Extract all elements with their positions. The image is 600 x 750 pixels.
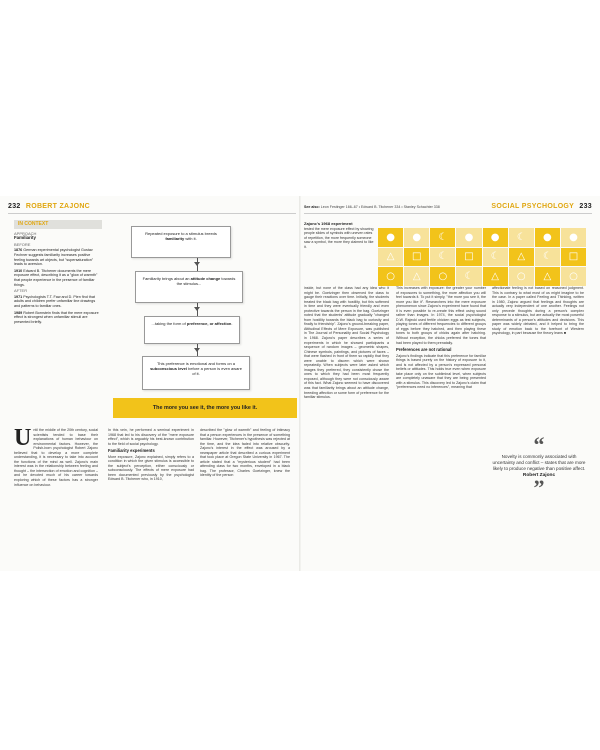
- in-context-title: IN CONTEXT: [14, 220, 102, 229]
- grid-cell: □: [404, 248, 429, 267]
- body-column-5: This increases with exposure: the greater your number of exposures to something, the more affection you will feel towards it. To put it simply, "the more you see it, the more you like it". Researchers into the mere exposure phenomenon since Zajonc's experiment have found that it is even possible to re-create this effect using sound rather than images. In 1974, the social psychologist D.W. Rajecki used fertile chicken eggs as test subjects, playing tones of different frequencies to different groups of eggs before they hatched, and then playing these tones to both groups of chicks again after hatching. Without exception, the chicks preferred the tones that had been played to them prenatally. Preferences are not rational Zajonc's findings indicate that this preference for familiar things is based purely on the history of exposure to it, and is not affected by a person's expressed personal beliefs or attitudes. This holds true even when exposure take place only on the subliminal level, when subjects are completely unaware that they are being presented with a stimulus. This discovery led to Zajonc's claim that "preferences need no inferences", meaning that: [396, 286, 486, 390]
- approach-value: Familiarity: [14, 235, 36, 241]
- page-gutter: [299, 196, 301, 571]
- grid-cell: ☾: [430, 228, 455, 247]
- body-column-2: In this vein, he performed a seminal experiment in 1968 that led to his discovery of the "mere exposure effect", which is arguably his best-known contribution to the field of social psychology. Familiarity experiments More exposure, Zajonc explained, simply refers to a condition in which the given stimulus is accessible to the subject's perception, either consciously or subconsciously. The effects of mere exposure had been documented previously by the psychologist Edward B. Titchener who, in 1910,: [108, 428, 194, 482]
- grid-cell: △: [483, 267, 508, 286]
- grid-cell: ☾: [430, 248, 455, 267]
- open-quote-icon: “: [533, 432, 545, 457]
- approach-label: APPROACH: [14, 230, 37, 236]
- grid-cell: ●: [561, 228, 586, 247]
- see-also: [304, 205, 440, 209]
- flow-arrow-3: [194, 348, 200, 352]
- body-column-3: described the "glow of warmth" and feeling of intimacy that a person experiences in the presence of something familiar. However, Titchener's hypothesis was rejected at the time, and the idea faded into relative obscurity. Zajonc's interest in the effect was aroused by a newspaper article that described a curious experiment that took place at Oregon State University in 1967. The article stated that a "mysterious student" had been attending class for two months, enveloped in a black bag. The professor, Charles Goetzinger, knew the identity of the person: [200, 428, 290, 478]
- right-page-number: 233: [579, 203, 592, 210]
- grid-cell: □: [456, 248, 481, 267]
- before-label: BEFORE: [14, 241, 31, 247]
- right-header-title: SOCIAL PSYCHOLOGY: [491, 203, 575, 210]
- grid-cell: △: [509, 248, 534, 267]
- grid-cell: ○: [561, 267, 586, 286]
- left-running-header: [8, 203, 90, 210]
- after-1989: 1989 Robert Bornstein finds that the mere exposure effect is strongest when unfamiliar stimuli are presented briefly.: [14, 310, 99, 324]
- grid-cell: ●: [378, 228, 403, 247]
- quote-author: Robert Zajonc: [522, 473, 556, 479]
- body-column-4: inside, but none of the class had any idea who it might be. Goetzinger then observed the class to gauge their reactions over time. Initially, the students treated the black bag with hostility, but this softened in time and they were eventually friendly and even protective towards the person in the bag. Goetzinger noted that the students' attitude gradually "changed from hostility towards the black bag to curiosity and finally to friendship". Zajonc's ground-breaking paper, Attitudinal Effects of Mere Exposure, was published in The Journal of Personality and Social Psychology in 1968. Zajonc's paper describes a series of experiments in which he showed participants a sequence of random images – geometric shapes, Chinese symbols, paintings, and pictures of faces – that were flashed in front of them so rapidly that they were unable to discern which were shown repeatedly. When subjects were later asked which images they preferred, they consistently chose the ones to which they had been most frequently exposed, although they were not consciously aware of this fact. What Zajonc seemed to have discovered was that familiarity brings about an attitude change, breeding affection or some form of preference for the familiar stimulus.: [304, 286, 389, 400]
- grid-cell: ☾: [509, 228, 534, 247]
- before-1910: 1910 Edward B. Titchener documents the mere exposure effect, describing it as a "glow of warmth" that people experience in the presence of familiar things.: [14, 268, 98, 287]
- summary-banner: The more you see it, the more you like it.: [113, 398, 297, 418]
- figure-caption: [304, 222, 374, 280]
- left-header-title: ROBERT ZAJONC: [25, 203, 91, 210]
- subheading-preferences: Preferences are not rational: [396, 347, 452, 353]
- after-label: AFTER: [14, 288, 28, 294]
- drop-cap: U: [14, 425, 32, 451]
- grid-cell: △: [404, 267, 429, 286]
- grid-cell: ●: [456, 228, 481, 247]
- see-also-label: See also:: [304, 205, 320, 209]
- grid-cell: ☾: [456, 267, 481, 286]
- grid-cell: ●: [483, 228, 508, 247]
- header-rule-right: [304, 213, 592, 214]
- quote-text: Novelty is commonly associated with uncertainty and conflict – states that are more likely to produce negative than positive affect.: [492, 454, 586, 471]
- grid-cell: ○: [378, 267, 403, 286]
- symbol-grid-figure: [378, 228, 586, 286]
- grid-cell: △: [535, 267, 560, 286]
- see-also-text: Leon Festinger 166–67 • Edward B. Titchener 334 • Stanley Schachter 338: [320, 205, 440, 209]
- grid-cell: ☾: [535, 248, 560, 267]
- left-page-number: 232: [8, 203, 21, 210]
- pull-quote: [492, 432, 586, 556]
- grid-cell: ☾: [483, 248, 508, 267]
- before-1876: 1876 German experimental psychologist Gustav Fechner suggests familiarity increases positive feeling towards art objects, but "supersaturation" leads to aversion.: [14, 248, 94, 267]
- grid-cell: ○: [509, 267, 534, 286]
- figure-caption-text: tested the mere exposure effect by showing people slides of symbols with uneven rates of repetition, the more frequently someone saw a symbol, the more they claimed to like it.: [304, 226, 374, 249]
- subheading-familiarity: Familiarity experiments: [108, 448, 155, 454]
- flow-box-attitude-change: Familiarity brings about an attitude change towards the stimulus...: [135, 271, 243, 303]
- flow-box-preference: ...taking the form of preference, or affection.: [144, 316, 240, 344]
- grid-cell: ●: [535, 228, 560, 247]
- body-column-6: affectionate feeling is not based on reasoned judgment. This is contrary to what most of us might imagine to be the case. In a paper called Feeling and Thinking, written in 1980, Zajonc argued that feelings and thoughts are actually very independent of one another. Feelings not only precede thoughts during a person's complex response to a stimulus, but are actually the most powerful determinants of a person's attitudes and decisions. This paper was widely debated, and it helped to bring the study of emotion back to the forefront of Western psychology, in part because the theory leans ■: [492, 286, 584, 336]
- close-quote-icon: ”: [533, 475, 545, 501]
- figure-caption-title: Zajonc's 1968 experiment: [304, 221, 353, 226]
- flow-box-familiarity: Repeated exposure to a stimulus breeds familiarity with it.: [131, 226, 231, 258]
- right-running-header: [491, 203, 592, 210]
- grid-cell: △: [378, 248, 403, 267]
- grid-cell: ○: [430, 267, 455, 286]
- header-rule-left: [8, 213, 296, 214]
- grid-cell: ●: [404, 228, 429, 247]
- after-1971: 1971 Psychologists T.T. Faw and D. Pien find that adults and children prefer unfamiliar line drawings and patterns to familiar ones.: [14, 294, 96, 308]
- flow-box-subconscious: This preference is emotional and forms on a subconscious level before a person is even aware of it.: [142, 356, 250, 390]
- flow-arrow-1: [194, 262, 200, 266]
- body-column-1: Until the middle of the 20th century, social scientists tended to base their explanations of human behaviour on environmental factors. However, the Polish-born psychologist Robert Zajonc believed that to develop a more complete understanding, it is necessary to take into account the functions of the mind as well. Zajonc's main interest was in the relationship between feeling and thought – the intersection of emotion and cognition – and he devoted much of his career towards exploring which of these factors has a stronger influence on behaviour.: [14, 425, 98, 487]
- flow-arrow-2: [194, 307, 200, 311]
- grid-cell: □: [561, 248, 586, 267]
